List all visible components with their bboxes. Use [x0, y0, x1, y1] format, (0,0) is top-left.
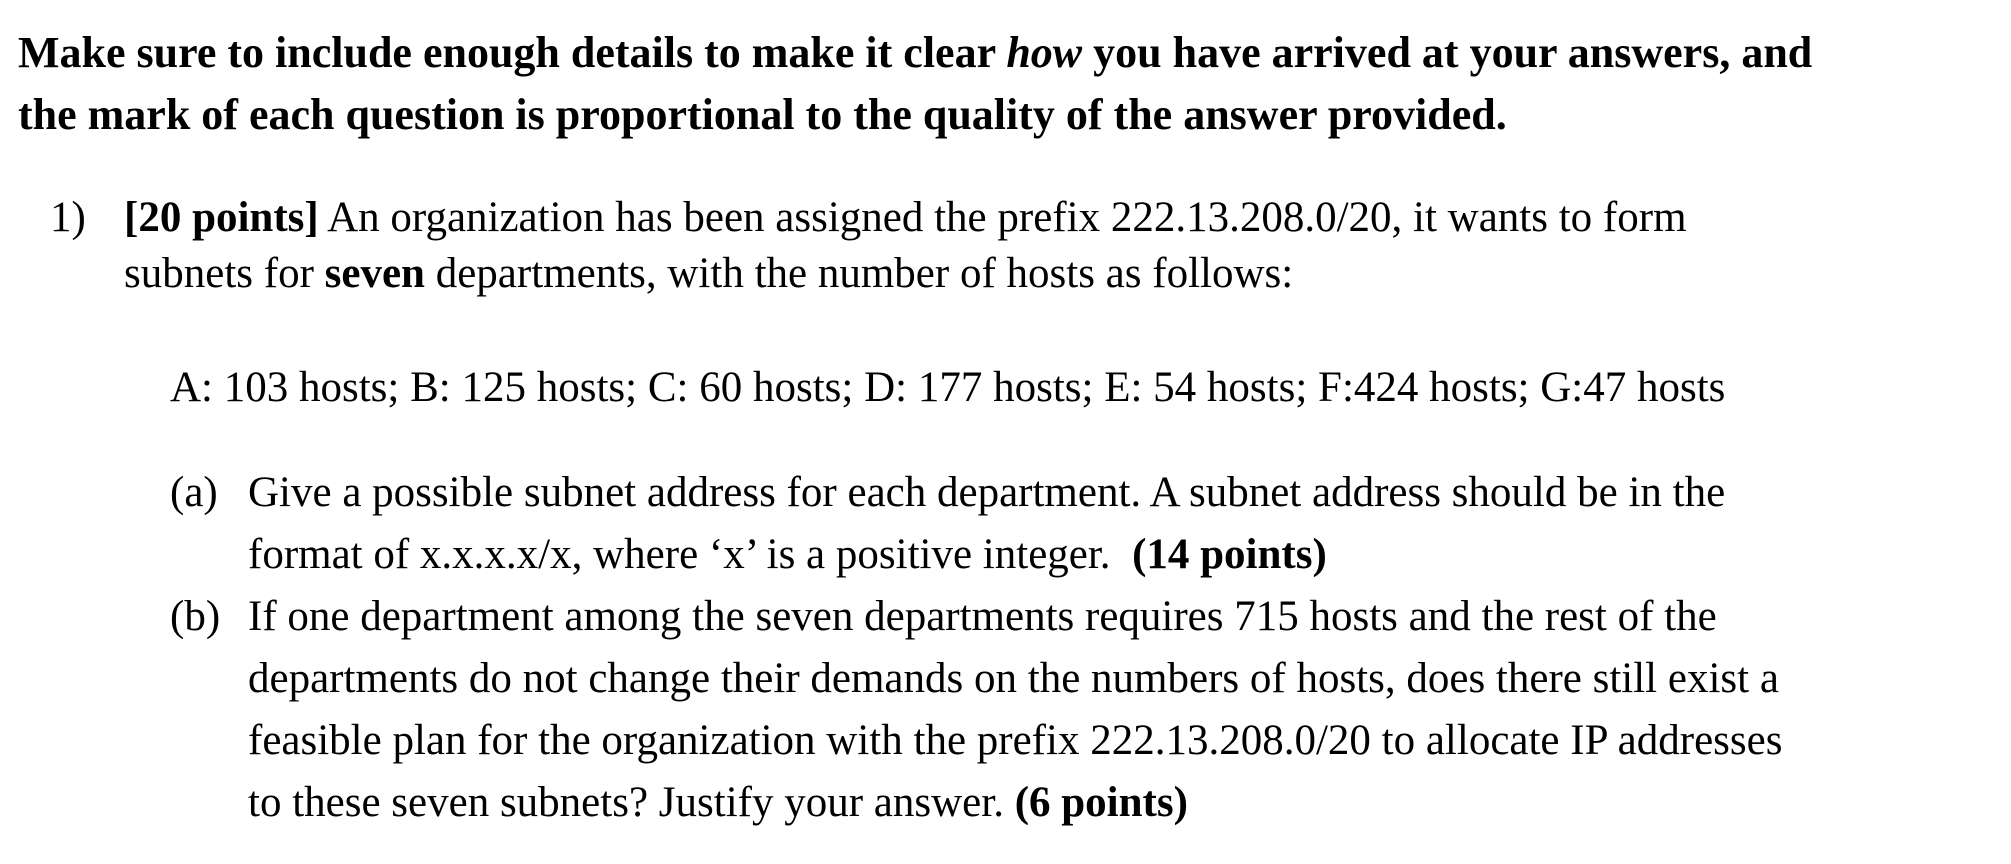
instructions — [18, 22, 1978, 146]
question-1-prompt — [124, 190, 1984, 302]
part-a-line-2: format of x.x.x.x/x, where ‘x’ is a positive integer. (14 points) — [248, 531, 1327, 578]
part-b-line-1: If one department among the seven departments requires 715 hosts and the rest of the — [248, 593, 1717, 640]
question-1-line-2: subnets for seven departments, with the number of hosts as follows: — [124, 250, 1294, 297]
part-b-line-3: feasible plan for the organization with the prefix 222.13.208.0/20 to allocate IP addresses — [248, 717, 1783, 764]
part-b-line-4: to these seven subnets? Justify your answer. (6 points) — [248, 779, 1188, 826]
emphasis-how: how — [1006, 28, 1083, 77]
question-number: 1) — [50, 194, 86, 241]
instructions-line-1: Make sure to include enough details to make it clear how you have arrived at your answers, and — [18, 28, 1813, 77]
part-b-label: (b) — [170, 593, 221, 640]
part-a-line-1: Give a possible subnet address for each department. A subnet address should be in the — [248, 469, 1726, 516]
instructions-line-2: the mark of each question is proportional to the quality of the answer provided. — [18, 90, 1507, 139]
part-a-text — [248, 462, 1923, 586]
question-1-line-1: [20 points] An organization has been assigned the prefix 222.13.208.0/20, it wants to form — [124, 194, 1687, 241]
question-1-points: [20 points] — [124, 194, 319, 241]
part-a-label: (a) — [170, 469, 218, 516]
part-a-points: (14 points) — [1132, 531, 1327, 578]
emphasis-seven: seven — [324, 250, 425, 297]
part-b-text — [248, 586, 1923, 834]
part-b-points: (6 points) — [1014, 779, 1188, 826]
part-b-line-2: departments do not change their demands on the numbers of hosts, does there still exist a — [248, 655, 1779, 702]
hosts-list: A: 103 hosts; B: 125 hosts; C: 60 hosts; D: 177 hosts; E: 54 hosts; F:424 hosts; G:47 hosts — [170, 364, 1726, 411]
